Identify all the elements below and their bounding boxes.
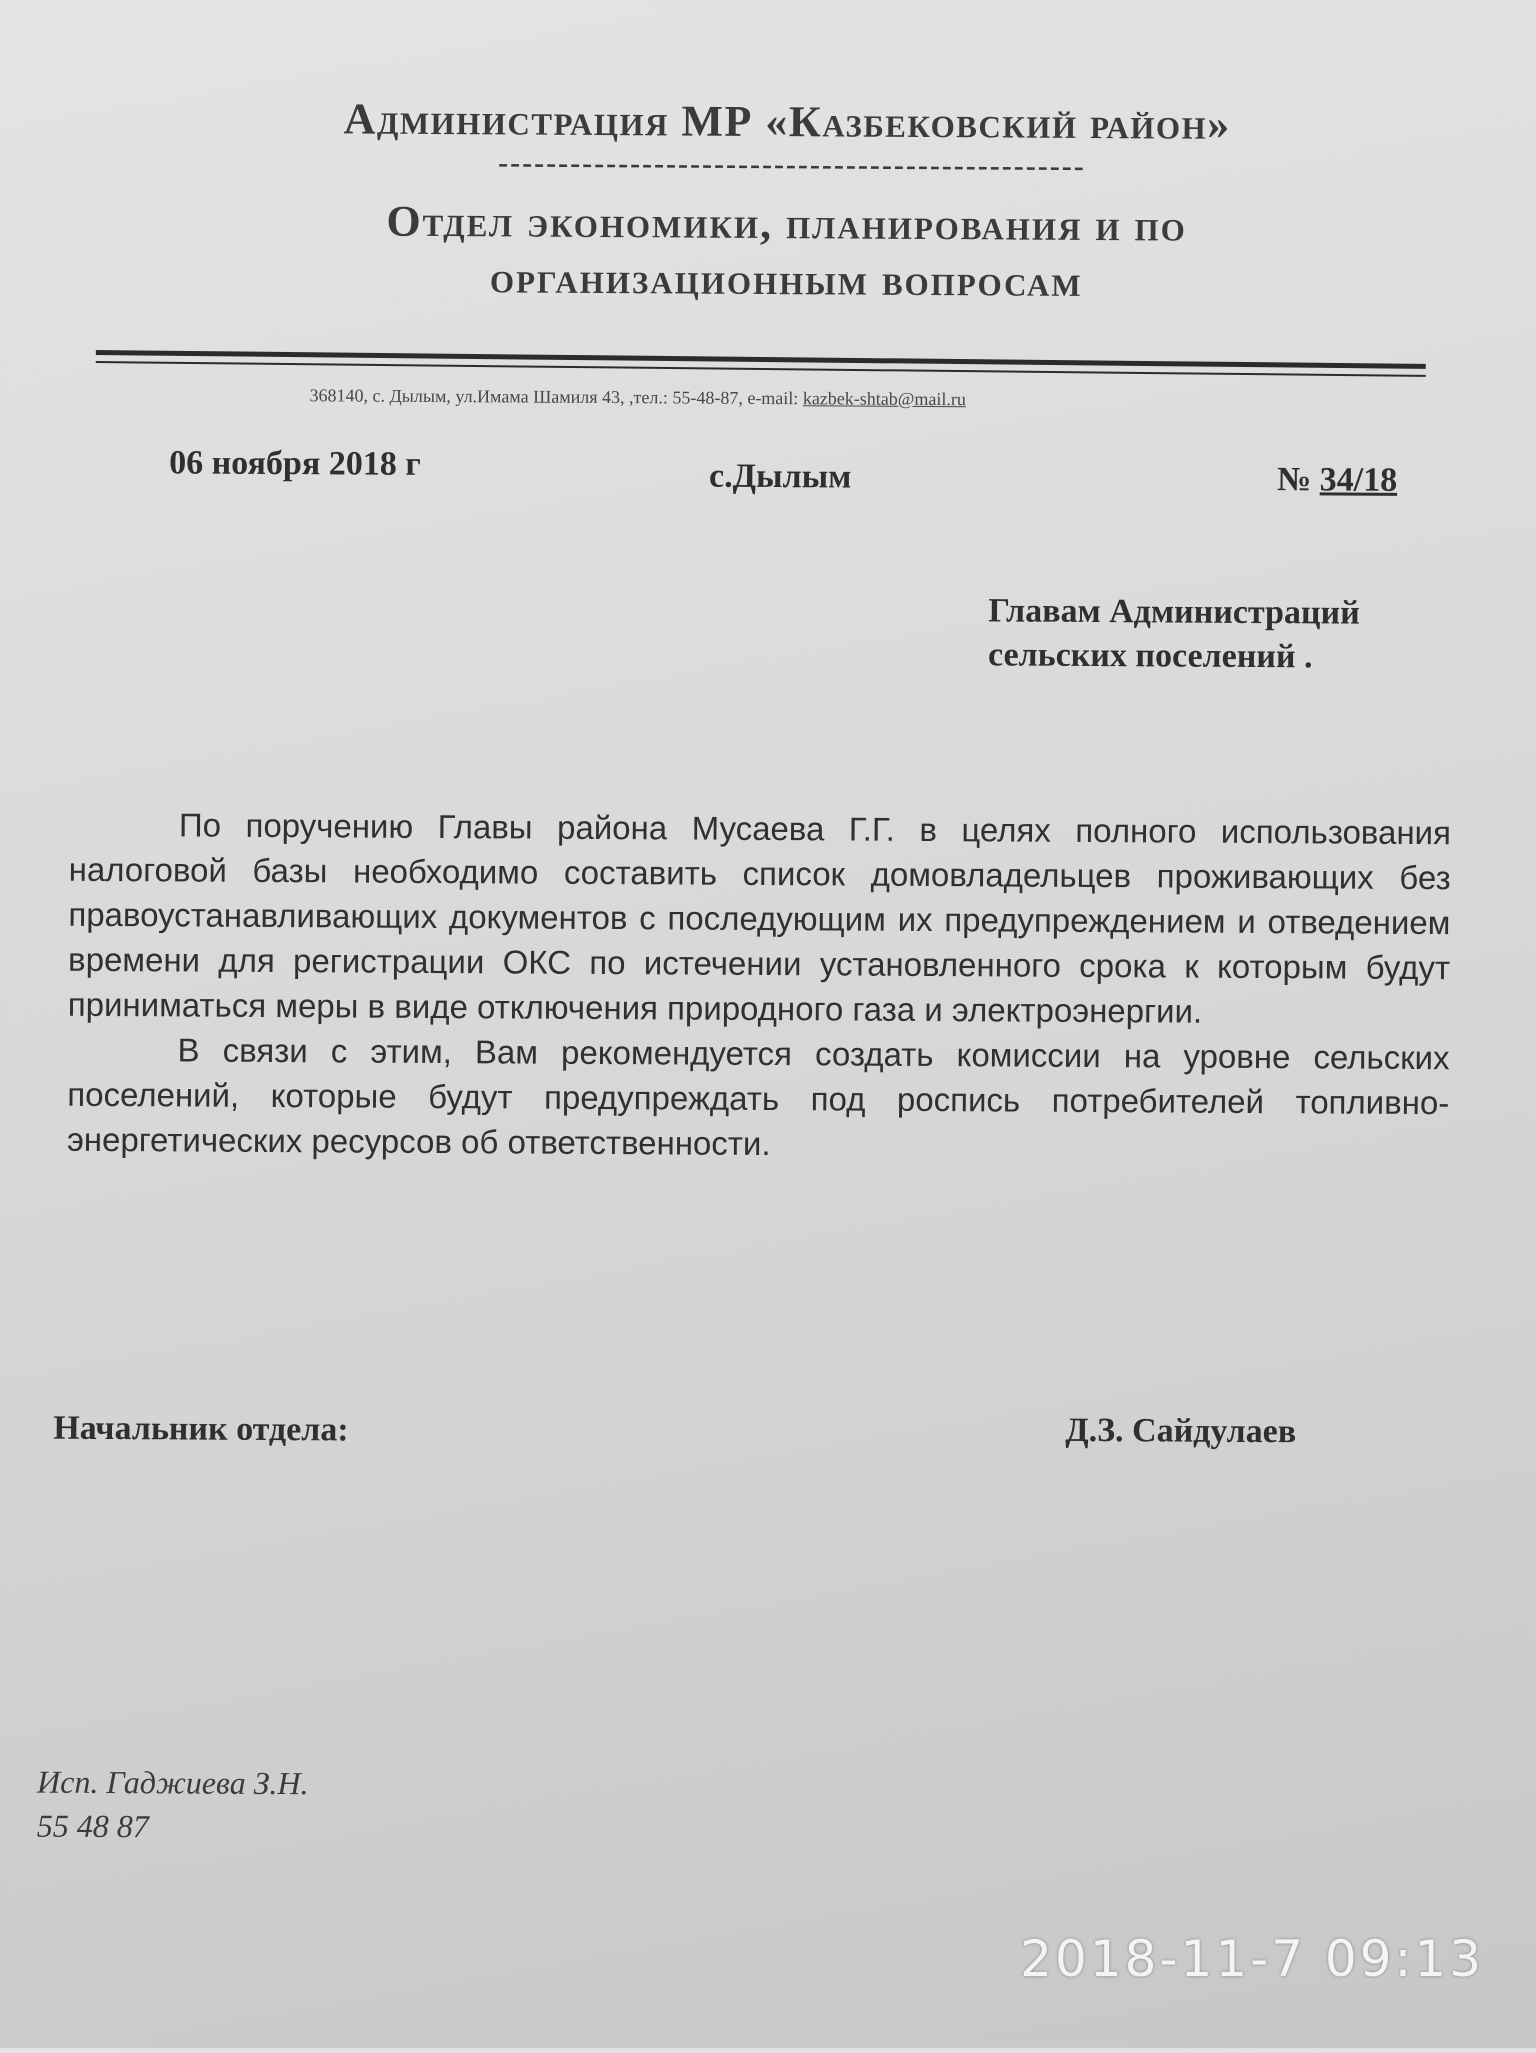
executor-block bbox=[37, 1760, 309, 1850]
executor-phone: 55 48 87 bbox=[36, 1807, 149, 1845]
number-value: 34/18 bbox=[1319, 461, 1398, 499]
document-place: с.Дылым bbox=[708, 457, 852, 496]
letter-body bbox=[67, 802, 1451, 1170]
header-rule-thick bbox=[96, 350, 1426, 369]
department-title-line1: Отдел экономики, планирования и по bbox=[386, 196, 1187, 251]
email-address: kazbek-shtab@mail.ru bbox=[802, 388, 966, 410]
organization-title: Администрация МР «Казбековский район» bbox=[343, 94, 1231, 149]
signer-title: Начальник отдела: bbox=[53, 1409, 349, 1449]
recipient-line2: сельских поселений . bbox=[987, 636, 1313, 676]
executor-name: Исп. Гаджиева З.Н. bbox=[36, 1763, 309, 1802]
signer-name: Д.З. Сайдулаев bbox=[1065, 1411, 1297, 1451]
body-paragraph: По поручению Главы района Мусаева Г.Г. в целях полного использования налоговой базы необходимо составить список домовладельцев проживающих без правоустанавливающих документов с последующим их предупреждением и отведением времени для регистрации ОКС по истечении установленного срока к которым будут приниматься меры в виде отключения природного газа и электроэнергии. bbox=[67, 806, 1452, 1030]
document-date: 06 ноября 2018 г bbox=[169, 444, 421, 483]
department-title-line2: организационным вопросам bbox=[489, 253, 1083, 306]
header-separator: ------------------------------------------------- bbox=[498, 146, 1086, 183]
document-number bbox=[1277, 461, 1397, 500]
recipient-block bbox=[988, 589, 1360, 679]
body-paragraph: В связи с этим, Вам рекомендуется создать комиссии на уровне сельских поселений, которые будут предупреждать под роспись потребителей топливно-энергетических ресурсов об ответственности. bbox=[66, 1031, 1450, 1163]
number-prefix: № bbox=[1276, 461, 1320, 499]
department-title bbox=[0, 191, 1535, 312]
address-line bbox=[310, 385, 966, 410]
recipient-line1: Главам Администраций bbox=[988, 592, 1360, 632]
photo-timestamp: 2018-11-7 09:13 bbox=[1020, 1930, 1484, 1988]
address-text: 368140, с. Дылым, ул.Имама Шамиля 43, ,тел.: 55-48-87, e-mail: bbox=[309, 385, 803, 409]
